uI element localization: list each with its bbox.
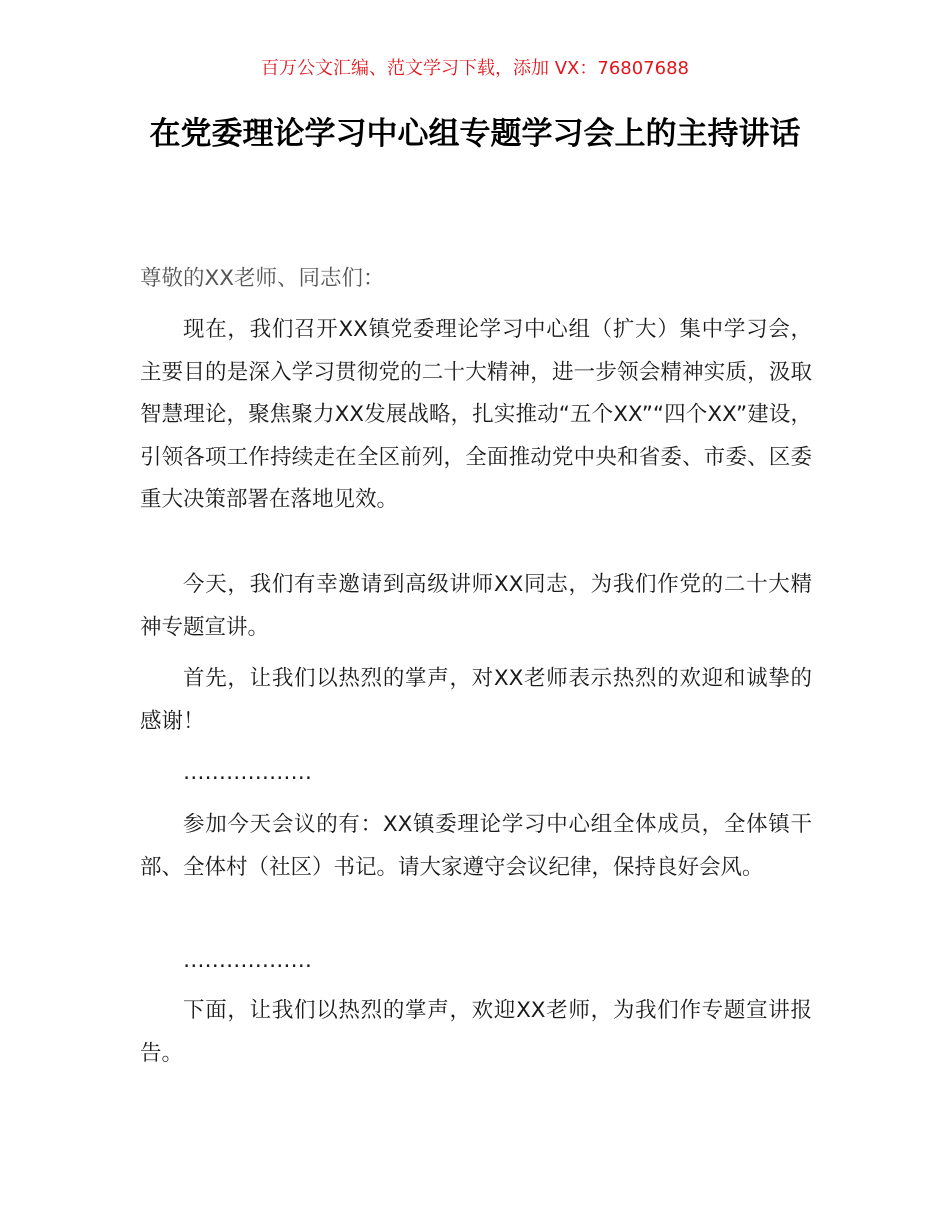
- document-title: 在党委理论学习中心组专题学习会上的主持讲话: [149, 116, 801, 152]
- paragraph-attendees: 参加今天会议的有：XX镇委理论学习中心组全体成员，全体镇干部、全体村（社区）书记。请大家遵守会议纪律，保持良好会风。: [140, 812, 812, 880]
- watermark-banner: 百万公文汇编、范文学习下载，添加 VX：76807688: [261, 58, 689, 79]
- paragraph-opening: 现在，我们召开XX镇党委理论学习中心组（扩大）集中学习会，主要目的是深入学习贯彻党的二十大精神，进一步领会精神实质，汲取智慧理论，聚焦聚力XX发展战略，扎实推动“五个XX”“四个XX”建设，引领各项工作持续走在全区前列，全面推动党中央和省委、市委、区委重大决策部署在落地见效。: [140, 317, 812, 512]
- greeting-line: 尊敬的XX老师、同志们：: [140, 266, 385, 291]
- paragraph-closing: 下面，让我们以热烈的掌声，欢迎XX老师，为我们作专题宣讲报告。: [140, 998, 812, 1066]
- ellipsis-separator: ………………: [183, 948, 312, 973]
- paragraph-invitation: 今天，我们有幸邀请到高级讲师XX同志，为我们作党的二十大精神专题宣讲。: [140, 572, 812, 640]
- ellipsis-separator: ………………: [183, 760, 312, 785]
- paragraph-welcome: 首先，让我们以热烈的掌声，对XX老师表示热烈的欢迎和诚挚的感谢！: [140, 666, 812, 734]
